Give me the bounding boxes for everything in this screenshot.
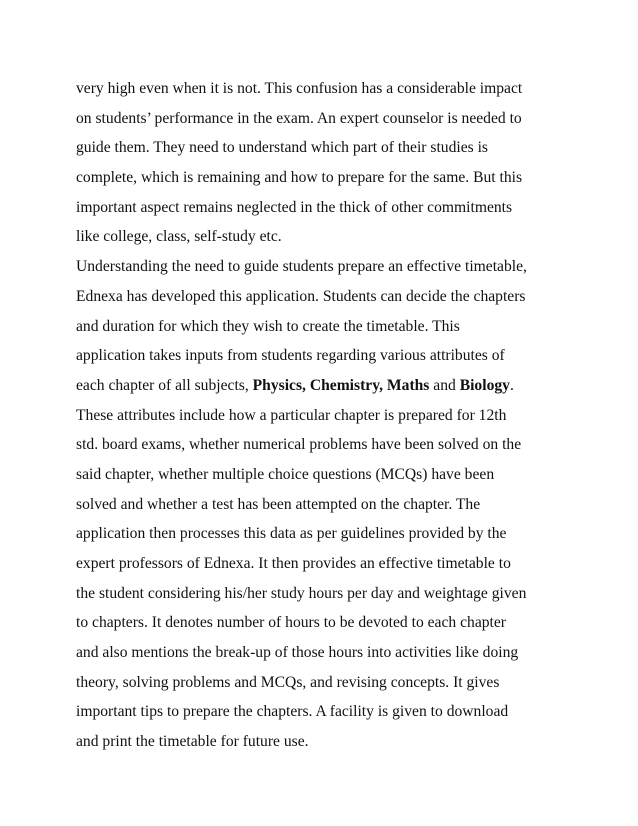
text-line: on students’ performance in the exam. An expert counselor is needed to xyxy=(76,109,522,127)
text-line: application then processes this data as per guidelines provided by the xyxy=(76,525,507,543)
bold-subject-biology: Biology xyxy=(459,376,510,394)
text-line: the student considering his/her study hours per day and weightage given xyxy=(76,584,527,602)
text-line: important tips to prepare the chapters. A facility is given to download xyxy=(76,703,509,721)
bold-subjects: Physics, Chemistry, Maths xyxy=(252,376,430,394)
line-connector: and xyxy=(429,376,460,394)
text-line: guide them. They need to understand which part of their studies is xyxy=(76,139,488,157)
text-line: application takes inputs from students regarding various attributes of xyxy=(76,347,505,365)
text-line: said chapter, whether multiple choice questions (MCQs) have been xyxy=(76,465,495,483)
line-prefix: each chapter of all subjects, xyxy=(76,376,253,394)
text-line: and duration for which they wish to create the timetable. This xyxy=(76,317,460,335)
text-line: important aspect remains neglected in the thick of other commitments xyxy=(76,198,513,216)
text-line: expert professors of Ednexa. It then provides an effective timetable to xyxy=(76,555,511,572)
body-text xyxy=(76,74,576,757)
text-line: to chapters. It denotes number of hours to be devoted to each chapter xyxy=(76,614,506,632)
line-suffix: . xyxy=(509,376,514,394)
text-line: like college, class, self-study etc. xyxy=(76,228,282,246)
text-line: theory, solving problems and MCQs, and revising concepts. It gives xyxy=(76,673,500,691)
text-line: These attributes include how a particular chapter is prepared for 12th xyxy=(76,406,507,424)
text-line: and also mentions the break-up of those hours into activities like doing xyxy=(76,644,519,662)
text-line: solved and whether a test has been attempted on the chapter. The xyxy=(76,495,481,513)
text-line: Ednexa has developed this application. Students can decide the chapters xyxy=(76,287,526,305)
text-line: complete, which is remaining and how to prepare for the same. But this xyxy=(76,169,523,187)
text-line: std. board exams, whether numerical problems have been solved on the xyxy=(76,436,522,454)
text-line: Understanding the need to guide students prepare an effective timetable, xyxy=(76,258,527,276)
text-line: and print the timetable for future use. xyxy=(76,733,309,751)
text-line-with-bold-subjects xyxy=(76,371,576,401)
text-line: very high even when it is not. This confusion has a considerable impact xyxy=(76,80,523,97)
